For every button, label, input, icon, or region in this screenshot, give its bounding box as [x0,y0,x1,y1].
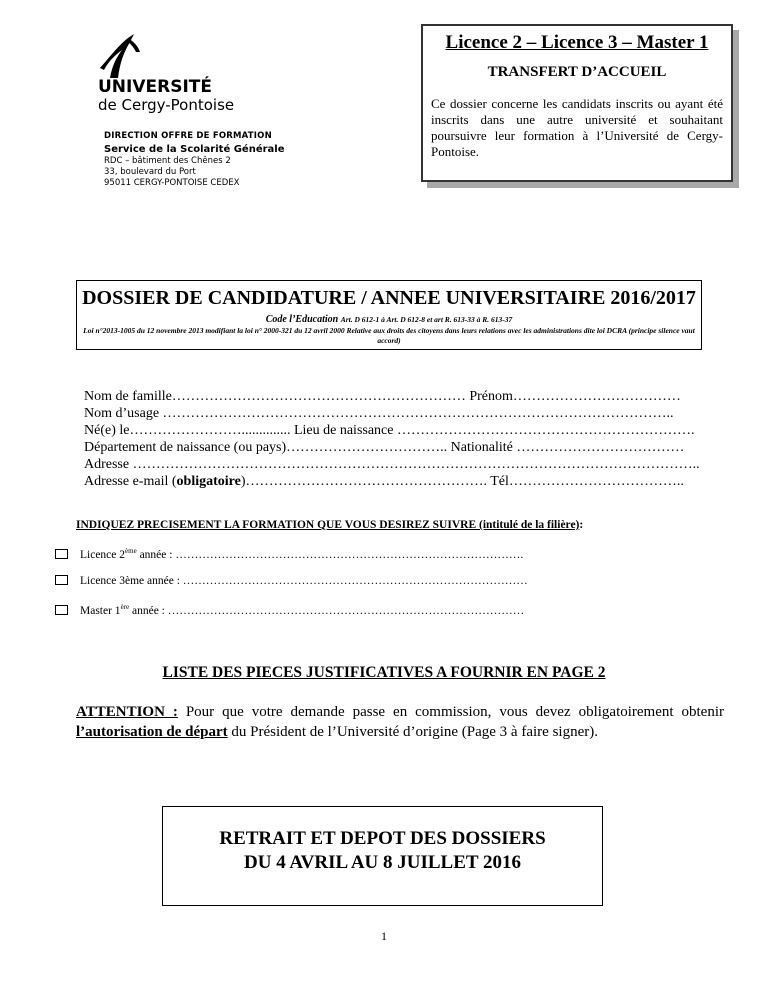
code-label: Code l’Education [265,314,339,325]
program-description: Ce dossier concerne les candidats inscrits ou ayant été inscrits dans une autre université et souhaitant poursuivre leur formation à l’Université de Cergy-Pontoise. [431,96,723,159]
formation-heading-text: INDIQUEZ PRECISEMENT LA FORMATION QUE VOUS DESIREZ SUIVRE (intitulé de la filière) [76,519,580,531]
page-number: 1 [381,929,387,943]
address-line: RDC – bâtiment des Chênes 2 [104,156,231,166]
department-field-line[interactable]: Département de naissance (ou pays)…………………………….. Nationalité ……………………………… [84,440,685,455]
email-field-line[interactable] [84,473,734,490]
option-dots: année : ………………………………………………………………………………… [129,604,525,617]
birth-field-line[interactable]: Né(e) le…………………….............. Lieu de naissance ………………………………………………………. [84,423,695,438]
program-title: Licence 2 – Licence 3 – Master 1 [445,32,709,53]
option-label: Licence 2 [80,548,126,561]
option-label: Licence 3ème année : ……………………………………………………………………………… [80,575,528,587]
option-licence-3[interactable] [55,575,528,587]
legal-code [77,314,701,325]
option-sup: ère [120,603,130,611]
deadline-title: RETRAIT ET DEPOT DES DOSSIERS [219,828,546,849]
attention-text: Pour que votre demande passe en commission, vous devez obligatoirement obtenir [177,704,724,720]
deadline-dates: DU 4 AVRIL AU 8 JUILLET 2016 [244,852,521,873]
option-label: Master 1 [80,604,121,617]
logo-mark-icon [98,32,168,80]
university-city: de Cergy-Pontoise [98,96,235,114]
direction-label: DIRECTION OFFRE DE FORMATION [104,131,272,141]
attention-paragraph [76,702,724,742]
documents-list-notice: LISTE DES PIECES JUSTIFICATIVES A FOURNIR EN PAGE 2 [162,664,606,681]
law-reference: Loi n°2013-1005 du 12 novembre 2013 modifiant la loi n° 2000-321 du 12 avril 2000 Relative aux droits des citoyens dans leurs relations avec les administrations dite loi DCRA (principe silence vaut accord) [83,326,695,345]
email-label: Adresse e-mail ( [84,474,177,489]
name-field-line[interactable]: Nom de famille……………………………………………………… Prénom……………………………… [84,389,681,404]
address-line: 33, boulevard du Port [104,167,196,177]
authorization-term: l’autorisation de départ [76,724,228,740]
program-box [421,24,733,182]
option-dots: année : ………………………………………………………………………………. [136,548,524,561]
program-subtitle: TRANSFERT D’ACCUEIL [487,64,667,80]
option-licence-2[interactable] [55,547,523,561]
checkbox[interactable] [55,549,68,559]
deadline-box [162,806,603,906]
attention-label: ATTENTION : [76,704,178,720]
attention-text-end: du Président de l’Université d’origine (Page 3 à faire signer). [227,724,598,740]
code-refs: Art. D 612-1 à Art. D 612-8 et art R. 613-33 à R. 613-37 [340,315,513,324]
formation-heading-colon: : [579,519,584,531]
service-label: Service de la Scolarité Générale [104,144,285,155]
option-master-1[interactable] [55,603,524,617]
email-phone-dots: )……………………………………………. Tél……………………………….. [240,474,684,489]
option-sup: ème [125,547,137,555]
document-title: DOSSIER DE CANDIDATURE / ANNEE UNIVERSITAIRE 2016/2017 [82,287,696,309]
address-line: 95011 CERGY-PONTOISE CEDEX [104,178,240,188]
usage-name-field-line[interactable]: Nom d’usage ……………………………………………………………………………………………….. [84,406,674,421]
checkbox[interactable] [55,575,68,585]
university-name: UNIVERSITÉ [98,77,212,97]
email-required-label: obligatoire [176,474,241,489]
address-block [104,131,285,188]
title-box [76,280,702,350]
address-field-line[interactable]: Adresse ………………………………………………………………………………………………………….. [84,457,700,472]
checkbox[interactable] [55,605,68,615]
formation-heading [76,519,583,531]
